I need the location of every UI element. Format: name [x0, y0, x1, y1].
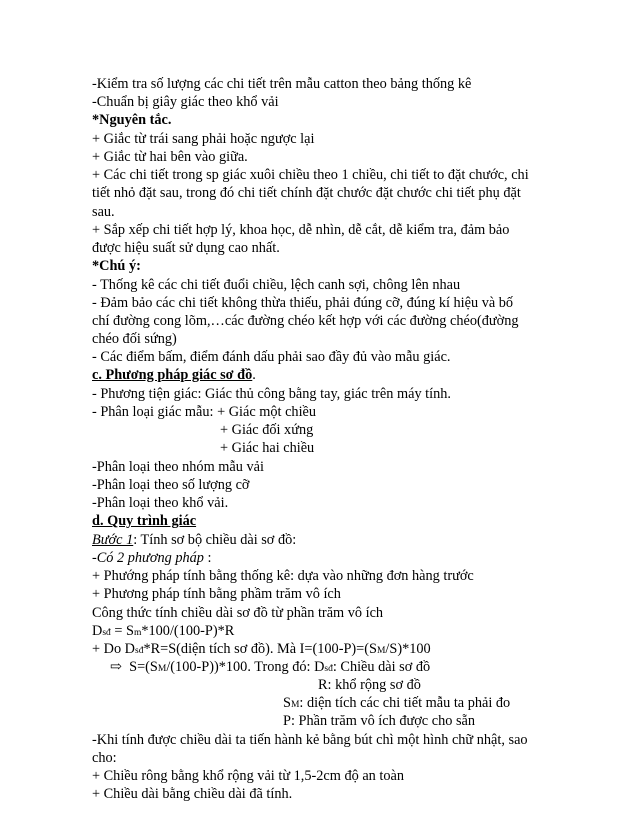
text-line: R: khổ rộng sơ đồ [318, 677, 421, 693]
formula-part: /(100-P))*100. Trong đó: D [166, 659, 325, 675]
arrow-icon: ⇨ [110, 659, 122, 675]
formula-subscript: M [376, 646, 386, 656]
formula-part: /S)*100 [385, 641, 431, 657]
formula-part: + Do D [92, 641, 136, 657]
text-line: -Khi tính được chiều dài ta tiến hành kẻ bằng bút chì một hình chữ nhật, sao [92, 732, 528, 748]
text-line [92, 549, 211, 567]
text-line: + Sắp xếp chi tiết hợp lý, khoa học, dễ nhìn, dễ cắt, dễ kiểm tra, đảm bảo [92, 222, 510, 238]
section-heading-d: d. Quy trình giác [92, 513, 197, 529]
formula-part: S=(S [129, 659, 158, 675]
formula-line [110, 658, 430, 678]
text-line: + Phương pháp tính bằng phầm trăm vô ích [92, 586, 341, 602]
text-line: - Thống kê các chi tiết đuổi chiều, lệch canh sợi, chông lên nhau [92, 277, 461, 293]
step-line [92, 531, 296, 549]
text-line: + Giắc từ hai bên vào giữa. [92, 149, 248, 165]
text-line: + Chiều dài bằng chiều dài đã tính. [92, 786, 293, 802]
text-line: -Chuẩn bị giây giác theo khổ vải [92, 94, 279, 110]
text-line: Công thức tính chiều dài sơ đồ từ phần trăm vô ích [92, 605, 384, 621]
text-line: tiết nhỏ đặt sau, trong đó chi tiết chính đặt chước đặt chước chi tiết phụ đặt [92, 185, 521, 201]
text-line: chí đường cong lõm,…các đường chéo kết hợp với các đường chéo(đường [92, 313, 519, 329]
text-line: sau. [92, 204, 115, 220]
formula-part: : Chiều dài sơ đồ [332, 659, 431, 675]
text-line: -Phân loại theo khổ vải. [92, 495, 229, 511]
text-line: + Giác đối xứng [220, 422, 314, 438]
text-line: - Các điểm bấm, điểm đánh dấu phải sao đầy đủ vào mẫu giác. [92, 349, 451, 365]
formula-subscript: sđ [135, 646, 144, 656]
text-line: + Các chi tiết trong sp giác xuôi chiều theo 1 chiều, chi tiết to đặt chước, chi [92, 167, 529, 183]
formula-line [283, 694, 510, 714]
section-heading-c [92, 366, 256, 384]
text-line: + Phướng pháp tính bằng thống kê: dựa vào những đơn hàng trước [92, 568, 474, 584]
text-line: + Chiều rông bằng khổ rộng vải từ 1,5-2cm độ an toàn [92, 768, 405, 784]
text-line: được hiệu suất sử dụng cao nhất. [92, 240, 280, 256]
text-line: + Giác hai chiều [220, 440, 315, 456]
text-line: -Kiểm tra số lượng các chi tiết trên mẫu catton theo bảng thống kê [92, 76, 472, 92]
formula-line [92, 640, 431, 660]
formula-subscript: sđ [324, 664, 333, 674]
step-text: : Tính sơ bộ chiều dài sơ đồ: [133, 532, 297, 548]
text-line: P: Phần trăm vô ích được cho sẵn [283, 713, 476, 729]
text-line: cho: [92, 750, 117, 766]
formula-subscript: M [157, 664, 167, 674]
text-line: + Giắc từ trái sang phải hoặc ngược lại [92, 131, 315, 147]
text-line: -Phân loại theo số lượng cỡ [92, 477, 250, 493]
formula-part: D [92, 623, 103, 639]
formula-subscript: sđ [102, 628, 111, 638]
formula-part: *100/(100-P)*R [141, 623, 235, 639]
heading-tail: . [252, 367, 256, 383]
methods-tail: : [203, 550, 212, 566]
step-label: Bước 1 [92, 532, 134, 548]
section-heading: *Nguyên tắc. [92, 112, 172, 128]
formula-subscript: m [133, 628, 142, 638]
text-line: - Đảm bảo các chi tiết không thừa thiếu, phải đúng cỡ, đúng kí hiệu và bố [92, 295, 514, 311]
formula-part: *R=S(diện tích sơ đồ). Mà I=(100-P)=(S [143, 641, 377, 657]
section-heading: *Chú ý: [92, 258, 141, 274]
text-line: chéo đối sứng) [92, 331, 177, 347]
formula-subscript: M [290, 700, 300, 710]
methods-label: -Có 2 phương pháp [92, 550, 204, 566]
text-line: -Phân loại theo nhóm mẫu vải [92, 459, 264, 475]
formula-part: : diện tích các chi tiết mẫu ta phải đo [299, 695, 511, 711]
formula-part: S [283, 695, 291, 711]
text-line: - Phương tiện giác: Giác thủ công bằng tay, giác trên máy tính. [92, 386, 451, 402]
formula-line [92, 622, 234, 642]
text-line: - Phân loại giác mẫu: + Giác một chiều [92, 404, 317, 420]
formula-part: = S [110, 623, 134, 639]
heading-text: c. Phương pháp giác sơ đồ [92, 367, 253, 383]
